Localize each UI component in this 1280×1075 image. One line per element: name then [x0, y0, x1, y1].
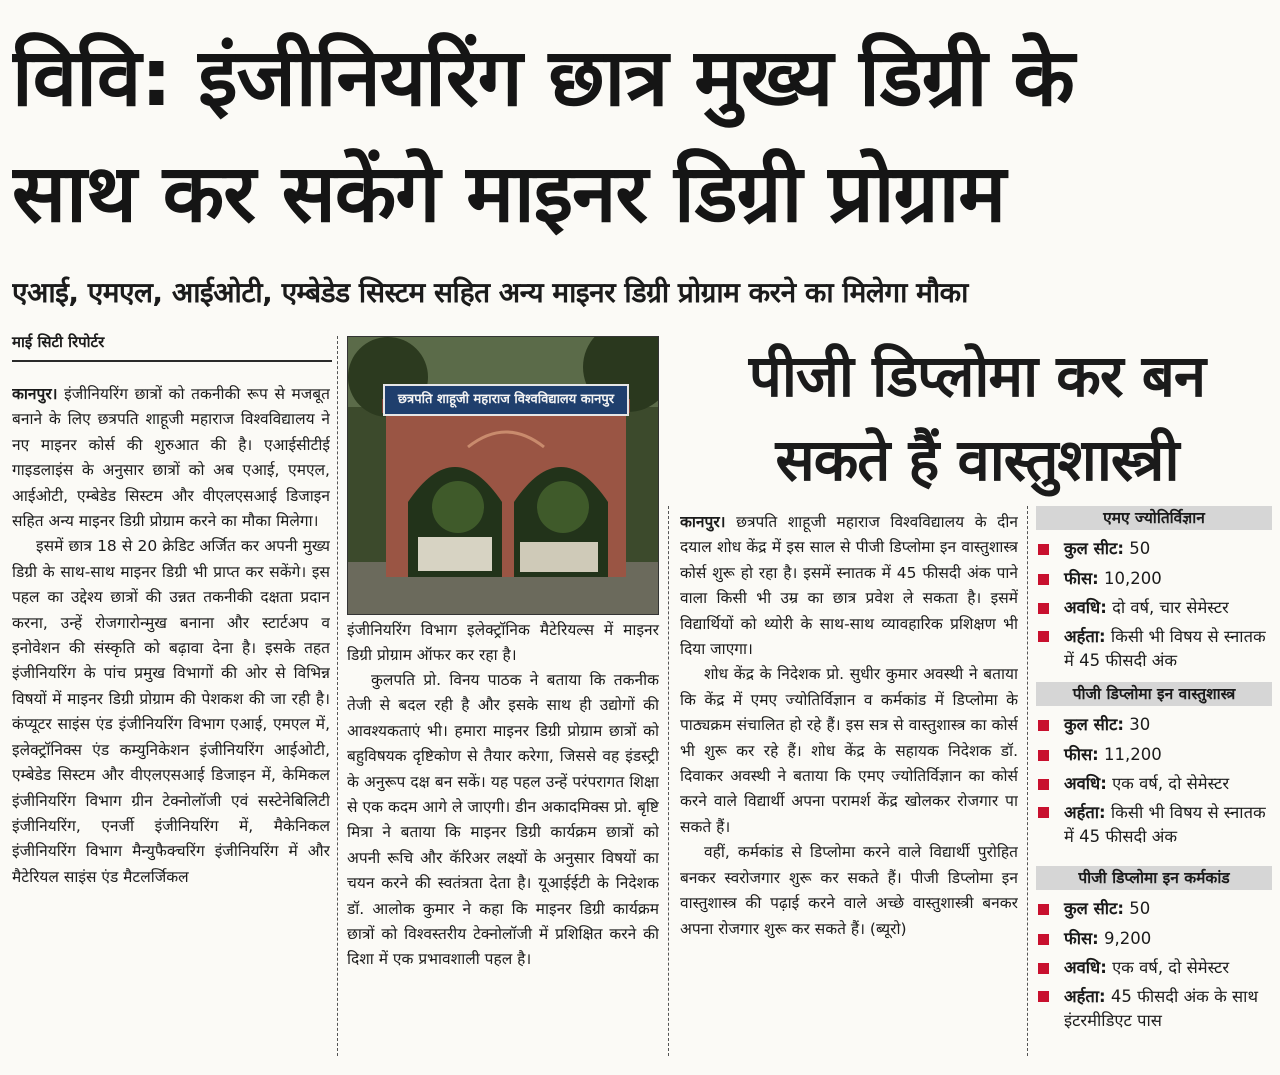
pg-article-p1-text: छत्रपति शाहूजी महाराज विश्वविद्यालय के दीन दयाल शोध केंद्र में इस साल से पीजी डिप्लोमा इन वास्तुशास्त्र कोर्स शुरू हो रहा है। इसमें स्नातक में 45 फीसदी अंक पाने वाला किसी भी उम्र का छात्र प्रवेश ले सकता है। इसमें विद्यार्थियों को थ्योरी के साथ-साथ व्यावहारिक प्रशिक्षण भी दिया जाएगा। [680, 513, 1018, 659]
pg-headline-line-2: सकते हैं वास्तुशास्त्री [775, 426, 1179, 494]
list-item [1036, 924, 1272, 954]
column-2-body [347, 668, 659, 1060]
pg-article-p3-text: वहीं, कर्मकांड से डिप्लोमा करने वाले विद्यार्थी पुरोहित बनकर स्वरोजगार शुरू कर सकते हैं। पीजी डिप्लोमा इन वास्तुशास्त्र की पढ़ाई करने वाले अच्छे वास्तुशास्त्री बनकर अपना रोजगार शुरू कर सकते हैं। [680, 843, 1018, 938]
subheadline: एआई, एमएल, आईओटी, एम्बेडेड सिस्टम सहित अन्य माइनर डिग्री प्रोग्राम करने का मिलेगा मौका [12, 276, 968, 309]
main-article-p1-text: इंजीनियरिंग छात्रों को तकनीकी रूप से मजबूत बनाने के लिए छत्रपति शाहूजी महाराज विश्वविद्यालय ने नए माइनर कोर्स की शुरुआत की है। एआईसीटीई गाइडलाइंस के अनुसार छात्रों को अब एआई, एमएल, आईओटी, एम्बेडेड सिस्टम और वीएलएसआई डिजाइन सहित अन्य माइनर डिग्री प्रोग्राम करने का मौका मिलेगा। [12, 385, 330, 531]
main-article-paragraph-2: इसमें छात्र 18 से 20 क्रेडिट अर्जित कर अपनी मुख्य डिग्री के साथ-साथ माइनर डिग्री भी प्राप्त कर सकेंगे। इस पहल का उद्देश्य छात्रों की उन्नत तकनीकी दक्षता प्रदान करना, उन्हें रोजगारोन्मुख बनाना और स्टार्टअप व इनोवेशन की संस्कृति को बढ़ावा देना है। इसके तहत इंजीनियरिंग के पांच प्रमुख विभागों की ओर से विभिन्न विषयों में माइनर डिग्री प्रोग्राम की पेशकश की जा रही है। कंप्यूटर साइंस एंड इंजीनियरिंग विभाग एआई, एमएल में, इलेक्ट्रॉनिक्स एंड कम्युनिकेशन इंजीनियरिंग आईओटी, एम्बेडेड सिस्टम और वीएलएसआई डिजाइन में, केमिकल इंजीनियरिंग विभाग ग्रीन टेक्नोलॉजी एवं सस्टेनेबिलिटी इंजीनियरिंग, एनर्जी इंजीनियरिंग में, मैकेनिकल इंजीनियरिंग विभाग मैन्युफैक्चरिंग इंजीनियरिंग में और मैटेरियल साइंस एंड मैटलर्जिकल [12, 537, 330, 886]
list-item [1036, 534, 1272, 564]
item-label: फीस: [1064, 568, 1099, 588]
bullet-square-icon [1038, 631, 1049, 642]
bullet-square-icon [1038, 934, 1049, 945]
bullet-square-icon [1038, 544, 1049, 555]
item-value: 50 [1129, 899, 1151, 918]
pg-diploma-headline [682, 334, 1272, 502]
university-gate-photo [347, 336, 659, 615]
item-label: कुल सीट: [1064, 539, 1124, 558]
list-item [1036, 894, 1272, 924]
column-2-paragraph: कुलपति प्रो. विनय पाठक ने बताया कि तकनीक तेजी से बदल रही है और इसके साथ ही उद्योगों की आवश्यकताएं भी। हमारा माइनर डिग्री प्रोग्राम छात्रों को बहुविषयक दृष्टिकोण से तैयार करेगा, जिससे वह इंडस्ट्री के अनुरूप दक्ष बन सकें। यह पहल उन्हें परंपरागत शिक्षा से एक कदम आगे ले जाएगी। डीन अकादमिक्स प्रो. बृष्टि मित्रा ने बताया कि माइनर डिग्री कार्यक्रम छात्रों को अपनी रूचि और कॅरिअर लक्ष्यों के अनुसार विषयों का चयन करने की स्वतंत्रता देता है। यूआईईटी के निदेशक डॉ. आलोक कुमार ने कहा कि माइनर डिग्री कार्यक्रम छात्रों को विश्वस्तरीय टेक्नोलॉजी में प्रशिक्षित करने की दिशा में एक प्रभावशाली पहल है। [347, 671, 659, 969]
item-label: अवधि: [1064, 598, 1107, 617]
item-label: अर्हता: [1064, 986, 1106, 1006]
info-box-title: पीजी डिप्लोमा इन वास्तुशास्त्र [1036, 682, 1272, 706]
info-box-list [1036, 710, 1272, 849]
pg-article-paragraph-1 [680, 510, 1018, 662]
bullet-square-icon [1038, 750, 1049, 761]
pg-article-body [680, 510, 1018, 1060]
headline-line-1: विवि: इंजीनियरिंग छात्र मुख्य डिग्री के [12, 31, 1074, 124]
list-item [1036, 710, 1272, 740]
bullet-square-icon [1038, 904, 1049, 915]
bullet-square-icon [1038, 574, 1049, 585]
bullet-square-icon [1038, 720, 1049, 731]
bullet-square-icon [1038, 807, 1049, 818]
item-value: 9,200 [1104, 928, 1152, 948]
byline: माई सिटी रिपोर्टर [12, 333, 105, 351]
bullet-square-icon [1038, 779, 1049, 790]
item-value: 45 फीसदी अंक के साथ इंटरमीडिएट पास [1064, 986, 1258, 1030]
info-box-list [1036, 894, 1272, 1033]
item-label: फीस: [1064, 744, 1099, 764]
list-item [1036, 953, 1272, 983]
info-box-list [1036, 534, 1272, 673]
item-value: 10,200 [1104, 568, 1162, 588]
item-label: फीस: [1064, 928, 1099, 948]
item-value: 30 [1129, 715, 1151, 734]
info-box-ma-jyotirvigyan [1036, 506, 1272, 673]
byline-rule [12, 360, 332, 362]
item-label: कुल सीट: [1064, 715, 1124, 734]
item-value: एक वर्ष, दो सेमेस्टर [1112, 774, 1230, 793]
item-value: 11,200 [1104, 744, 1162, 764]
list-item [1036, 769, 1272, 799]
main-article-dateline: कानपुर। [12, 385, 58, 403]
item-label: अवधि: [1064, 774, 1107, 793]
info-box-pg-vastushastra [1036, 682, 1272, 849]
pg-article-credit: (ब्यूरो) [869, 919, 907, 938]
university-gate-illustration [348, 337, 658, 614]
info-box-title: एमए ज्योतिर्विज्ञान [1036, 506, 1272, 530]
item-value: 50 [1129, 539, 1151, 558]
column-divider-2 [668, 506, 669, 1056]
gate-sign-text: छत्रपति शाहूजी महाराज विश्वविद्यालय कानपुर [397, 392, 615, 407]
headline-line-2: साथ कर सकेंगे माइनर डिग्री प्रोग्राम [12, 147, 1006, 240]
pg-article-paragraph-2: शोध केंद्र के निदेशक प्रो. सुधीर कुमार अवस्थी ने बताया कि केंद्र में एमए ज्योतिर्विज्ञान व कर्मकांड में डिप्लोमा के पाठ्यक्रम संचालित हो रहे हैं। इस सत्र से वास्तुशास्त्र का कोर्स भी शुरू कर रहे हैं। शोध केंद्र के सहायक निदेशक डॉ. दिवाकर अवस्थी ने बताया कि एमए ज्योतिर्विज्ञान का कोर्स करने वाले विद्यार्थी अपना परामर्श केंद्र खोलकर रोजगार पा सकते हैं। [680, 665, 1018, 836]
pg-article-dateline: कानपुर। [680, 513, 726, 531]
item-value: एक वर्ष, दो सेमेस्टर [1112, 958, 1230, 977]
column-divider-3 [1027, 506, 1028, 1056]
item-label: कुल सीट: [1064, 899, 1124, 918]
list-item [1036, 623, 1272, 673]
item-value: किसी भी विषय से स्नातक में 45 फीसदी अंक [1064, 626, 1266, 670]
bullet-square-icon [1038, 963, 1049, 974]
item-value: किसी भी विषय से स्नातक में 45 फीसदी अंक [1064, 802, 1266, 846]
list-item [1036, 564, 1272, 594]
list-item [1036, 799, 1272, 849]
item-label: अवधि: [1064, 958, 1107, 977]
main-article-body [12, 382, 330, 1060]
photo-caption: इंजीनियरिंग विभाग इलेक्ट्रॉनिक मैटेरियल्स में माइनर डिग्री प्रोग्राम ऑफर कर रहा है। [347, 621, 659, 664]
main-article-paragraph-1 [12, 382, 330, 534]
list-item [1036, 983, 1272, 1033]
column-divider-1 [337, 336, 338, 1056]
bullet-square-icon [1038, 991, 1049, 1002]
pg-article-paragraph-3 [680, 840, 1018, 942]
info-box-pg-karmkand [1036, 866, 1272, 1033]
list-item [1036, 593, 1272, 623]
pg-headline-line-1: पीजी डिप्लोमा कर बन [748, 342, 1206, 410]
bullet-square-icon [1038, 603, 1049, 614]
list-item [1036, 740, 1272, 770]
info-box-title: पीजी डिप्लोमा इन कर्मकांड [1036, 866, 1272, 890]
item-label: अर्हता: [1064, 626, 1106, 646]
item-value: दो वर्ष, चार सेमेस्टर [1112, 598, 1229, 617]
item-label: अर्हता: [1064, 802, 1106, 822]
